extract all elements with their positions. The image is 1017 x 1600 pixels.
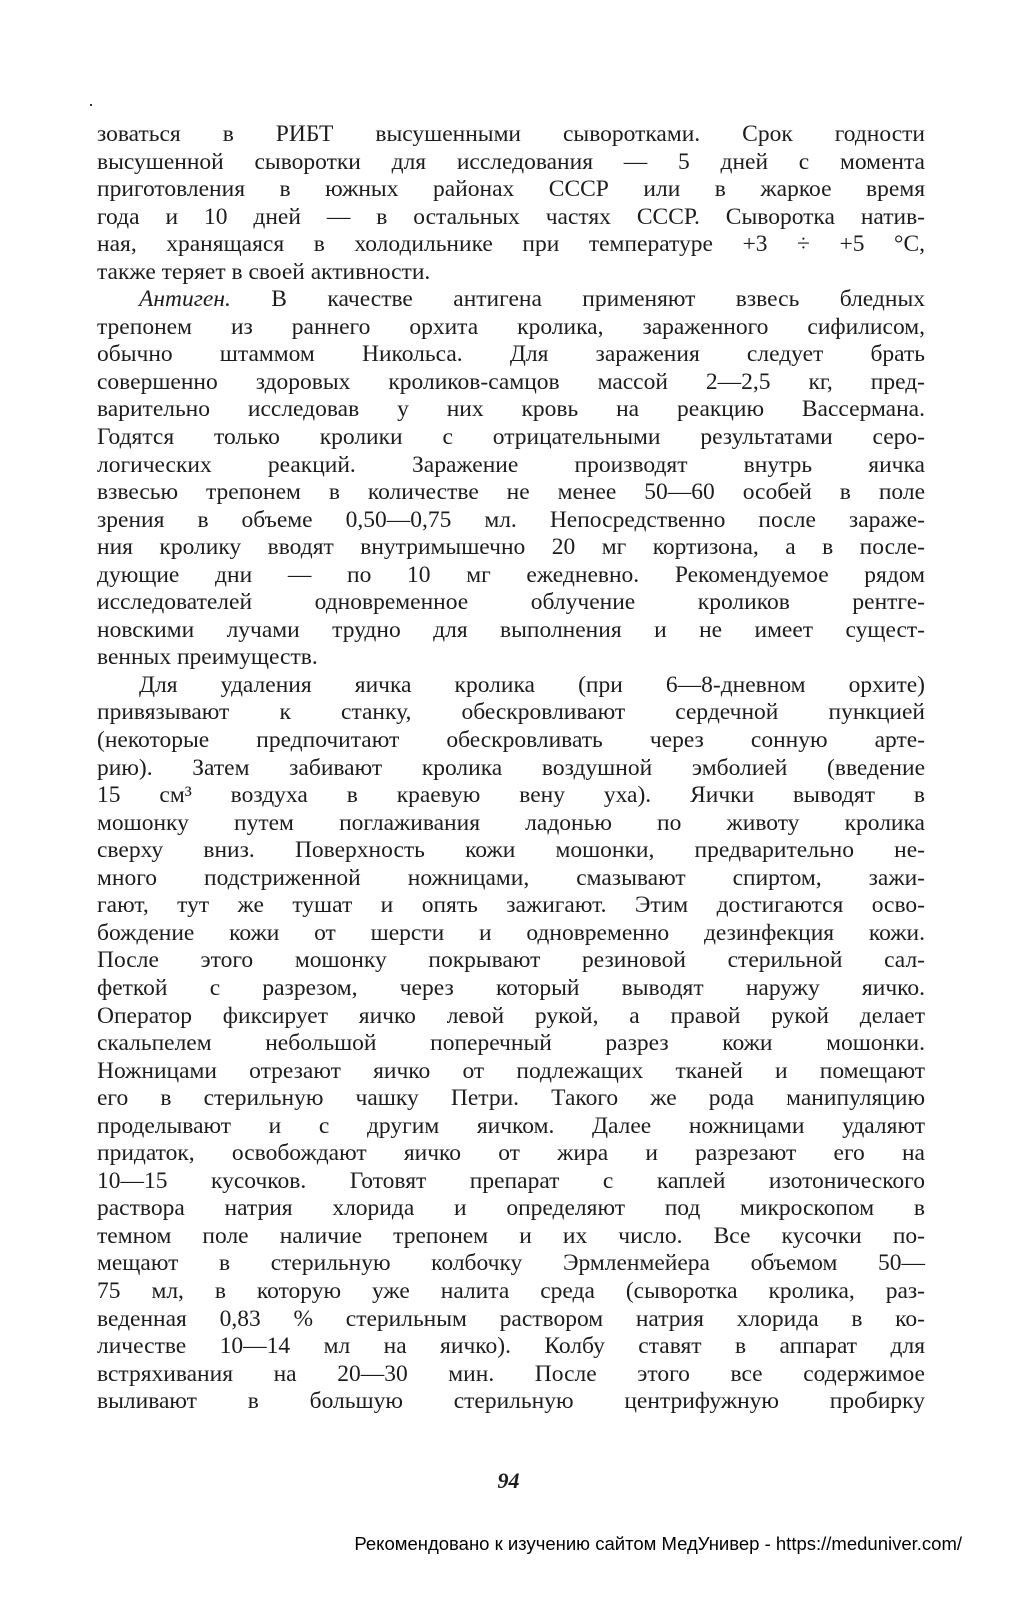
text-line: зрения в объеме 0,50—0,75 мл. Непосредственно после зараже- xyxy=(97,506,925,533)
text-line: личестве 10—14 мл на яичко). Колбу ставят в аппарат для xyxy=(97,1333,925,1360)
text-line: феткой с разрезом, через который выводят наружу яичко. xyxy=(97,974,925,1001)
paragraph-3 xyxy=(97,672,925,1416)
text-line: исследователей одновременное облучение кроликов рентге- xyxy=(97,589,925,616)
text-line: мещают в стерильную колбочку Эрмленмейера объемом 50— xyxy=(97,1250,925,1277)
text-line: дующие дни — по 10 мг ежедневно. Рекомендуемое рядом xyxy=(97,561,925,588)
text-line: выливают в большую стерильную центрифужную пробирку xyxy=(97,1388,925,1415)
page-number: 94 xyxy=(497,1468,520,1493)
scan-speck xyxy=(90,104,92,106)
text-line: ная, хранящаяся в холодильнике при температуре +3 ÷ +5 °С, xyxy=(97,231,925,258)
text-line: проделывают и с другим яичком. Далее ножницами удаляют xyxy=(97,1112,925,1139)
text-line xyxy=(97,286,925,314)
text-line: 10—15 кусочков. Готовят препарат с каплей изотонического xyxy=(97,1167,925,1194)
text-line: трепонем из раннего орхита кролика, зараженного сифилисом, xyxy=(97,313,925,340)
text-line: приготовления в южных районах СССР или в жаркое время xyxy=(97,176,925,203)
text-line: Годятся только кролики с отрицательными результатами серо- xyxy=(97,424,925,451)
text-line: Для удаления яичка кролика (при 6—8-дневном орхите) xyxy=(139,671,925,698)
text-line: веденная 0,83 % стерильным раствором натрия хлорида в ко- xyxy=(97,1305,925,1332)
footer-credit: Рекомендовано к изучению сайтом МедУнивер - https://meduniver.com/ xyxy=(354,1533,962,1554)
text-line: встряхивания на 20—30 мин. После этого все содержимое xyxy=(97,1360,925,1387)
paragraph-1 xyxy=(97,121,925,286)
text-line: обычно штаммом Никольса. Для заражения следует брать xyxy=(97,341,925,368)
body-text xyxy=(97,121,925,1416)
text-line: раствора натрия хлорида и определяют под микроскопом в xyxy=(97,1195,925,1222)
text-line: высушенной сыворотки для исследования — 5 дней с момента xyxy=(97,148,925,175)
text-line: совершенно здоровых кроликов-самцов массой 2—2,5 кг, пред- xyxy=(97,368,925,395)
text-line-rest: В качестве антигена применяют взвесь бледных xyxy=(271,286,926,313)
text-line: взвесью трепонем в количестве не менее 50—60 особей в поле xyxy=(97,479,925,506)
text-line: Ножницами отрезают яичко от подлежащих тканей и помещают xyxy=(97,1057,925,1084)
paragraph-antigen xyxy=(97,286,925,672)
text-line: мошонку путем поглаживания ладонью по животу кролика xyxy=(97,809,925,836)
text-line: ния кролику вводят внутримышечно 20 мг кортизона, а в после- xyxy=(97,534,925,561)
text-line: 75 мл, в которую уже налита среда (сыворотка кролика, раз- xyxy=(97,1277,925,1304)
text-line: его в стерильную чашку Петри. Такого же рода манипуляцию xyxy=(97,1085,925,1112)
text-line: варительно исследовав у них кровь на реакцию Вассермана. xyxy=(97,396,925,423)
text-line: бождение кожи от шерсти и одновременно дезинфекция кожи. xyxy=(97,919,925,946)
text-line: темном поле наличие трепонем и их число. Все кусочки по- xyxy=(97,1222,925,1249)
text-line: также теряет в своей активности. xyxy=(97,258,431,285)
text-line: венных преимуществ. xyxy=(97,644,318,671)
text-line: логических реакций. Заражение производят внутрь яичка xyxy=(97,451,925,478)
text-line: зоваться в РИБТ высушенными сыворотками. Срок годности xyxy=(97,121,925,147)
text-line: придаток, освобождают яичко от жира и разрезают его на xyxy=(97,1140,925,1167)
text-line: рию). Затем забивают кролика воздушной эмболией (введение xyxy=(97,754,925,781)
text-line: много подстриженной ножницами, смазывают спиртом, зажи- xyxy=(97,864,925,891)
text-line: После этого мошонку покрывают резиновой стерильной сал- xyxy=(97,947,925,974)
text-line: новскими лучами трудно для выполнения и не имеет сущест- xyxy=(97,616,925,643)
text-line: Оператор фиксирует яичко левой рукой, а правой рукой делает xyxy=(97,1002,925,1029)
text-line: 15 см³ воздуха в краевую вену уха). Яички выводят в xyxy=(97,782,925,809)
text-line: сверху вниз. Поверхность кожи мошонки, предварительно не- xyxy=(97,837,925,864)
text-line: привязывают к станку, обескровливают сердечной пункцией xyxy=(97,699,925,726)
text-line: года и 10 дней — в остальных частях СССР. Сыворотка натив- xyxy=(97,203,925,230)
antigen-heading: Антиген. xyxy=(139,286,231,313)
text-line: (некоторые предпочитают обескровливать через сонную арте- xyxy=(97,727,925,754)
text-line: гают, тут же тушат и опять зажигают. Этим достигаются осво- xyxy=(97,892,925,919)
text-line: скальпелем небольшой поперечный разрез кожи мошонки. xyxy=(97,1030,925,1057)
